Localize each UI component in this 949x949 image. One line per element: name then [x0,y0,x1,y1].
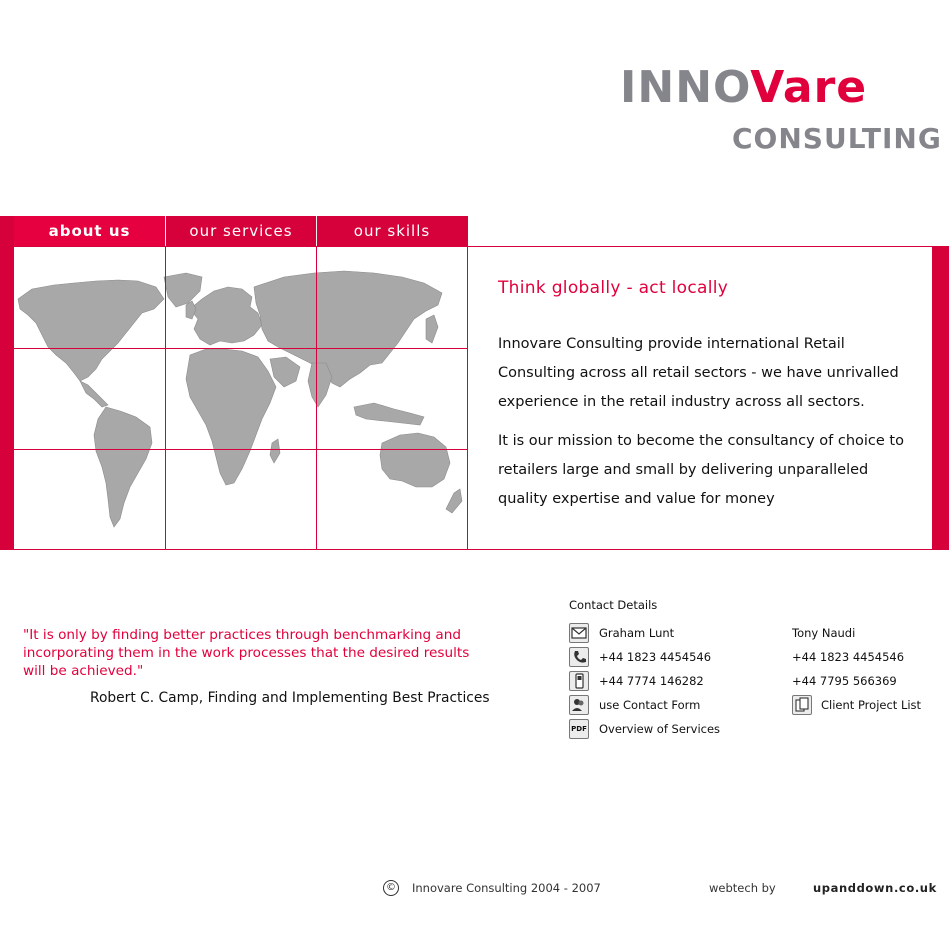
contact-name-tony: Tony Naudi [792,626,856,640]
frame-right-bar [932,246,949,550]
copyright-icon: © [383,880,399,896]
overview-of-services-link[interactable]: Overview of Services [599,722,721,736]
brand-logo[interactable] [620,62,942,172]
logo-subtitle: CONSULTING [732,122,942,155]
quote-author: Robert C. Camp, Finding and Implementing Best Practices [90,690,490,706]
map-south-america [94,407,152,527]
map-uk [186,301,196,319]
client-project-list-link[interactable]: Client Project List [821,698,922,712]
contact-mobile-graham: +44 7774 146282 [599,674,704,688]
pdf-icon[interactable]: PDF [569,719,589,739]
contact-phone-graham: +44 1823 4454546 [599,650,712,664]
frame-bottom-line [14,549,932,550]
map-grid-vertical-3 [467,247,468,549]
contact-details-title: Contact Details [569,598,658,612]
copyright-text: Innovare Consulting 2004 - 2007 [412,881,601,895]
logo-part-inno: INNO [620,62,751,113]
world-map-panel [14,247,468,549]
map-arabia [270,357,300,387]
frame-left-bar [0,216,14,550]
document-copy-icon[interactable] [792,695,812,715]
contact-form-link[interactable]: use Contact Form [599,698,701,712]
contact-phone-tony: +44 1823 4454546 [792,650,905,664]
tab-about-us[interactable]: about us [14,216,165,246]
page-headline: Think globally - act locally [498,278,729,298]
intro-paragraph: Innovare Consulting provide international Retail Consulting across all retail sectors - we have unrivalled experience in the retail industry across all sectors. [498,336,899,410]
webtech-link[interactable]: upanddown.co.uk [813,881,937,895]
main-nav-tabs [14,216,468,246]
map-north-america [18,280,164,381]
map-central-america [80,381,108,407]
mobile-phone-icon [569,671,589,691]
map-grid-horizontal-2 [14,449,468,450]
map-india [308,363,332,407]
map-africa [186,349,276,485]
logo-part-vare: Vare [750,62,868,113]
webtech-label: webtech by [709,881,776,895]
phone-icon [569,647,589,667]
map-europe [190,287,262,345]
map-madagascar [270,439,280,463]
map-grid-vertical-2 [316,247,317,549]
map-greenland [164,273,202,307]
map-indonesia [354,403,424,425]
tab-our-services[interactable]: our services [165,216,316,246]
envelope-icon [569,623,589,643]
contact-name-graham: Graham Lunt [599,626,675,640]
map-japan [426,315,438,343]
map-australia [380,433,450,487]
mission-paragraph: It is our mission to become the consultancy of choice to retailers large and small by delivering unparalleled quality expertise and value for money [498,433,904,507]
quote-text: "It is only by finding better practices through benchmarking and incorporating them in the work processes that the desired results will be achieved." [23,627,470,679]
map-grid-vertical-1 [165,247,166,549]
map-grid-horizontal-1 [14,348,468,349]
contact-mobile-tony: +44 7795 566369 [792,674,897,688]
logo-wordmark [620,62,867,114]
world-map-image [14,247,468,549]
contact-form-icon[interactable] [569,695,589,715]
map-new-zealand [446,489,462,513]
tab-our-skills[interactable]: our skills [316,216,467,246]
